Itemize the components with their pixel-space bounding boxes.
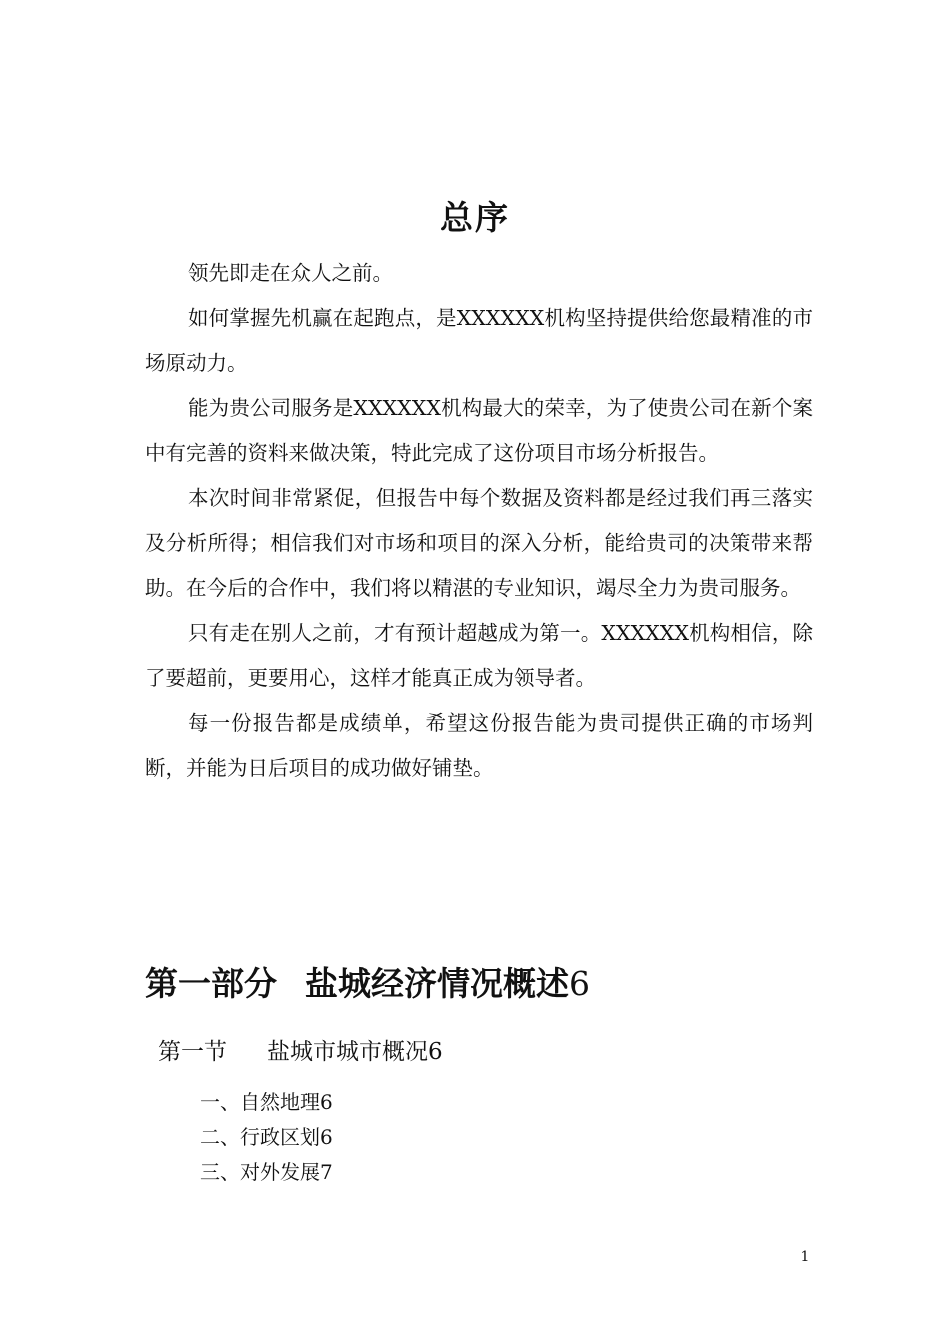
section-page-number: 6: [428, 1039, 443, 1065]
section-label: 第一节: [158, 1039, 227, 1065]
toc-item: [200, 1120, 333, 1155]
toc-item-page: 6: [320, 1125, 333, 1149]
page-number: 1: [800, 1249, 810, 1265]
toc-item-label: 一、自然地理: [200, 1090, 320, 1114]
paragraph-2: 如何掌握先机赢在起跑点，是XXXXXX机构坚持提供给您最精准的市场原动力。: [145, 306, 813, 375]
toc-item-page: 6: [320, 1090, 333, 1114]
part-title: 盐城经济情况概述: [305, 964, 569, 1003]
paragraph-4: 本次时间非常紧促，但报告中每个数据及资料都是经过我们再三落实及分析所得；相信我们对市场和项目的深入分析，能给贵司的决策带来帮助。在今后的合作中，我们将以精湛的专业知识，竭尽全力为贵司服务。: [145, 486, 813, 600]
paragraph-3: 能为贵公司服务是XXXXXX机构最大的荣幸，为了使贵公司在新个案中有完善的资料来做决策，特此完成了这份项目市场分析报告。: [145, 396, 813, 465]
paragraph-1: 领先即走在众人之前。: [188, 261, 393, 285]
toc-part-heading: [145, 958, 590, 1010]
toc-item: [200, 1155, 333, 1190]
toc-item-list: [200, 1085, 333, 1190]
section-title: 盐城市城市概况: [267, 1039, 428, 1065]
toc-item-label: 三、对外发展: [200, 1160, 320, 1184]
toc-item-label: 二、行政区划: [200, 1125, 320, 1149]
part-page-number: 6: [569, 964, 590, 1003]
toc-item-page: 7: [320, 1160, 333, 1184]
part-label: 第一部分: [145, 964, 277, 1003]
preface-body: [145, 251, 813, 791]
page-title: 总序: [440, 198, 510, 237]
toc-item: [200, 1085, 333, 1120]
paragraph-6: 每一份报告都是成绩单，希望这份报告能为贵司提供正确的市场判断，并能为日后项目的成功做好铺垫。: [145, 711, 813, 780]
paragraph-5: 只有走在别人之前，才有预计超越成为第一。XXXXXX机构相信，除了要超前，更要用心，这样才能真正成为领导者。: [145, 621, 813, 690]
toc-section-heading: [158, 1032, 443, 1072]
